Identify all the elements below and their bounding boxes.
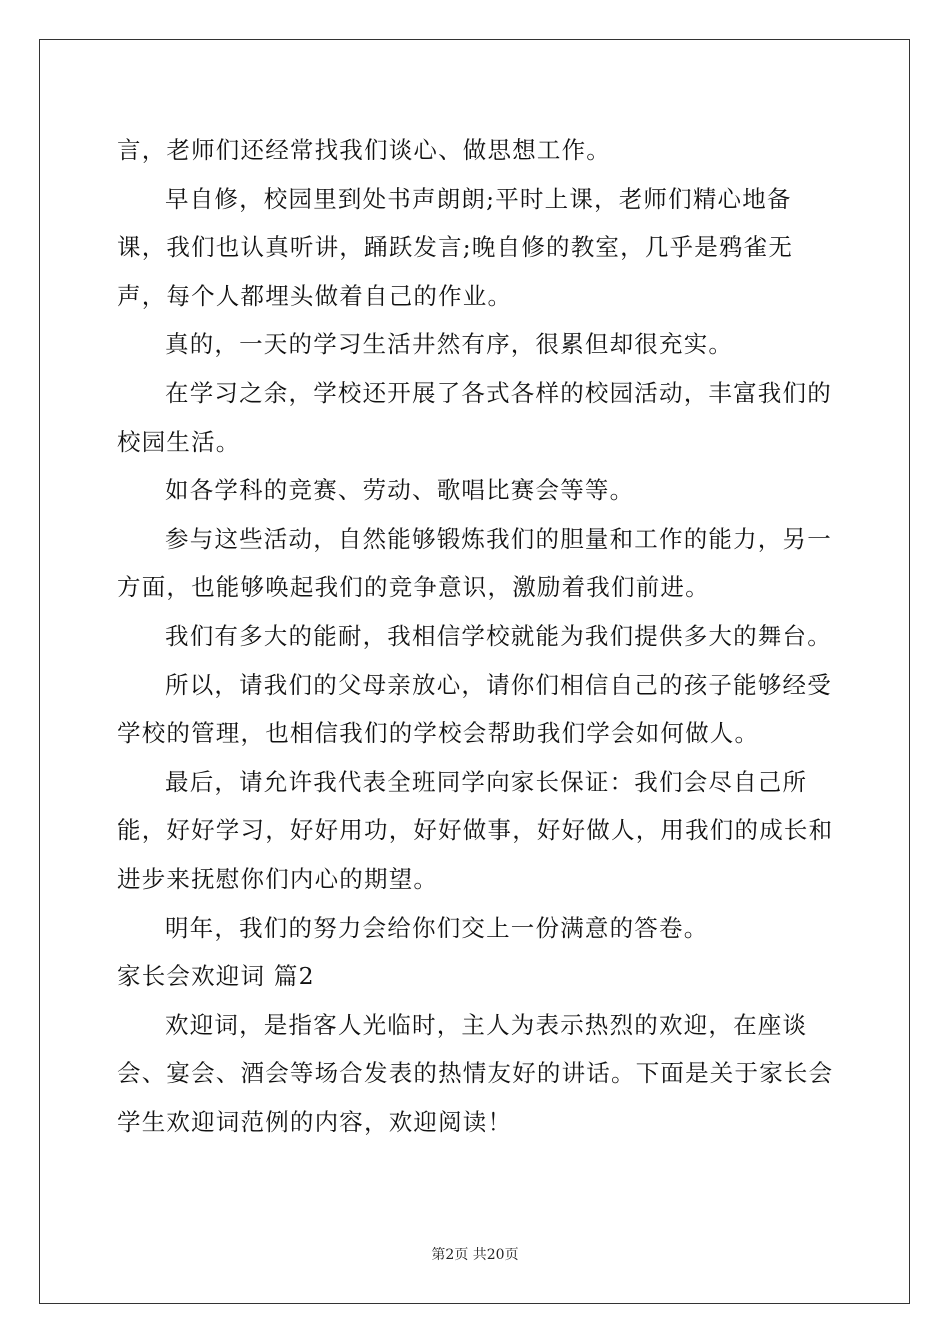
paragraph: 所以，请我们的父母亲放心，请你们相信自己的孩子能够经受学校的管理，也相信我们的学校会帮助我们学会如何做人。 bbox=[117, 670, 832, 748]
paragraph: 言，老师们还经常找我们谈心、做思想工作。 bbox=[117, 136, 611, 164]
paragraph: 早自修，校园里到处书声朗朗;平时上课，老师们精心地备课，我们也认真听讲，踊跃发言;晚自修的教室，几乎是鸦雀无声，每个人都埋头做着自己的作业。 bbox=[117, 184, 794, 310]
document-body bbox=[117, 126, 837, 1146]
section-heading: 家长会欢迎词 篇2 bbox=[117, 962, 315, 991]
paragraph: 在学习之余，学校还开展了各式各样的校园活动，丰富我们的校园生活。 bbox=[117, 378, 832, 456]
page-number-footer: 第2页 共20页 bbox=[431, 1247, 519, 1263]
paragraph: 我们有多大的能耐，我相信学校就能为我们提供多大的舞台。 bbox=[165, 621, 832, 650]
paragraph: 明年，我们的努力会给你们交上一份满意的答卷。 bbox=[165, 913, 709, 942]
paragraph: 真的，一天的学习生活井然有序，很累但却很充实。 bbox=[165, 330, 734, 359]
paragraph: 参与这些活动，自然能够锻炼我们的胆量和工作的能力，另一方面，也能够唤起我们的竞争意识，激励着我们前进。 bbox=[117, 524, 832, 602]
paragraph: 如各学科的竞赛、劳动、歌唱比赛会等等。 bbox=[165, 476, 635, 505]
paragraph: 最后，请允许我代表全班同学向家长保证：我们会尽自己所能，好好学习，好好用功，好好做事，好好做人，用我们的成长和进步来抚慰你们内心的期望。 bbox=[117, 767, 834, 893]
paragraph: 欢迎词，是指客人光临时，主人为表示热烈的欢迎，在座谈会、宴会、酒会等场合发表的热情友好的讲话。下面是关于家长会学生欢迎词范例的内容，欢迎阅读！ bbox=[117, 1010, 834, 1136]
